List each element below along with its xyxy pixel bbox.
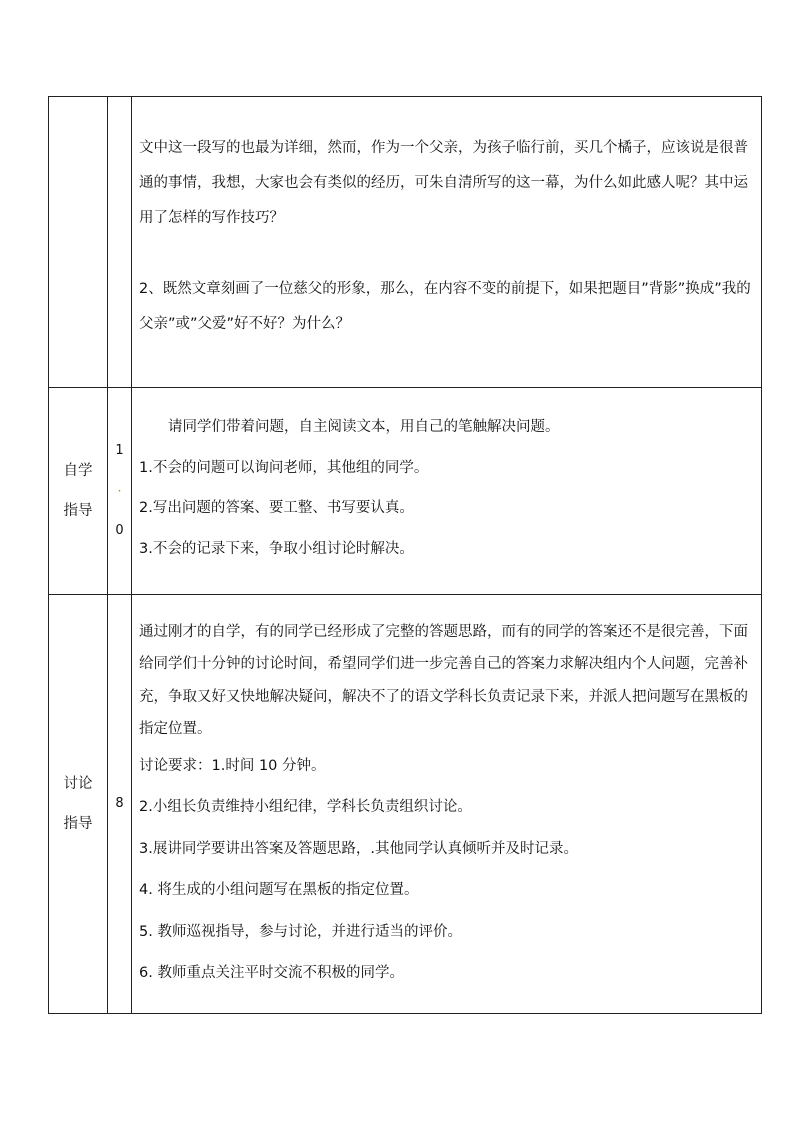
- section-label: [49, 451, 107, 531]
- time-cell: [108, 595, 132, 1014]
- paragraph: 请同学们带着问题，自主阅读文本，用自己的笔触解决问题。: [168, 419, 560, 435]
- paragraph: 6. 教师重点关注平时交流不积极的同学。: [139, 965, 404, 981]
- time-digit: 8: [115, 796, 124, 811]
- paragraph: 文中这一段写的也最为详细，然而，作为一个父亲，为孩子临行前，买几个橘子，应该说是很普通的事情，我想，大家也会有类似的经历，可朱自清所写的这一幕，为什么如此感人呢？其中运用了怎样的写作技巧？: [139, 139, 748, 226]
- paragraph: 1.不会的问题可以询问老师，其他组的同学。: [139, 459, 429, 476]
- section-label-line: 自学: [63, 463, 93, 479]
- time-cell: [108, 388, 132, 595]
- section-label-cell: [49, 388, 108, 595]
- section-label-cell: [49, 97, 108, 388]
- paragraph: 2.写出问题的答案、要工整、书写要认真。: [139, 500, 414, 516]
- table-row: [49, 97, 762, 388]
- discussion-content: [132, 616, 761, 995]
- paragraph: 3.不会的记录下来，争取小组讨论时解决。: [139, 540, 414, 557]
- time-value: [108, 784, 131, 824]
- paragraph: 讨论要求：1.时间 10 分钟。: [139, 757, 326, 774]
- paragraph: 2、既然文章刻画了一位慈父的形象，那么，在内容不变的前提下，如果把题目”背影”换成”我的父亲”或”父爱”好不好？为什么？: [139, 280, 751, 332]
- content-cell: [132, 97, 762, 388]
- section-label-line: 讨论: [63, 776, 93, 792]
- time-value: [108, 431, 131, 551]
- content-cell: [132, 388, 762, 595]
- section-label-line: 指导: [63, 503, 93, 519]
- paragraph: 4. 将生成的小组问题写在黑板的指定位置。: [139, 882, 419, 898]
- content-cell: [132, 595, 762, 1014]
- paragraph: 3.展讲同学要讲出答案及答题思路，.其他同学认真倾听并及时记录。: [139, 840, 578, 857]
- paragraph: 2.小组长负责维持小组纪律，学科长负责组织讨论。: [139, 799, 472, 815]
- section-label-line: 指导: [63, 816, 93, 832]
- self-study-content: [132, 407, 761, 569]
- table-row: [49, 595, 762, 1014]
- paragraph: 通过刚才的自学，有的同学已经形成了完整的答题思路，而有的同学的答案还不是很完善，下面给同学们十分钟的讨论时间，希望同学们进一步完善自己的答案力求解决组内个人问题，完善补充，争取又好又快地解决疑问，解决不了的语文学科长负责记录下来，并派人把问题写在黑板的指定位置。: [139, 623, 748, 737]
- paragraph: 5. 教师巡视指导，参与讨论，并进行适当的评价。: [139, 923, 462, 940]
- section-label: [49, 764, 107, 844]
- time-digit: 0: [115, 523, 124, 538]
- time-dot: ·: [117, 484, 122, 498]
- table-row: [49, 388, 762, 595]
- lesson-plan-table: [48, 96, 762, 1014]
- section-label-cell: [49, 595, 108, 1014]
- time-cell: [108, 97, 132, 388]
- time-digit: 1: [115, 443, 124, 458]
- question-content: [132, 131, 761, 342]
